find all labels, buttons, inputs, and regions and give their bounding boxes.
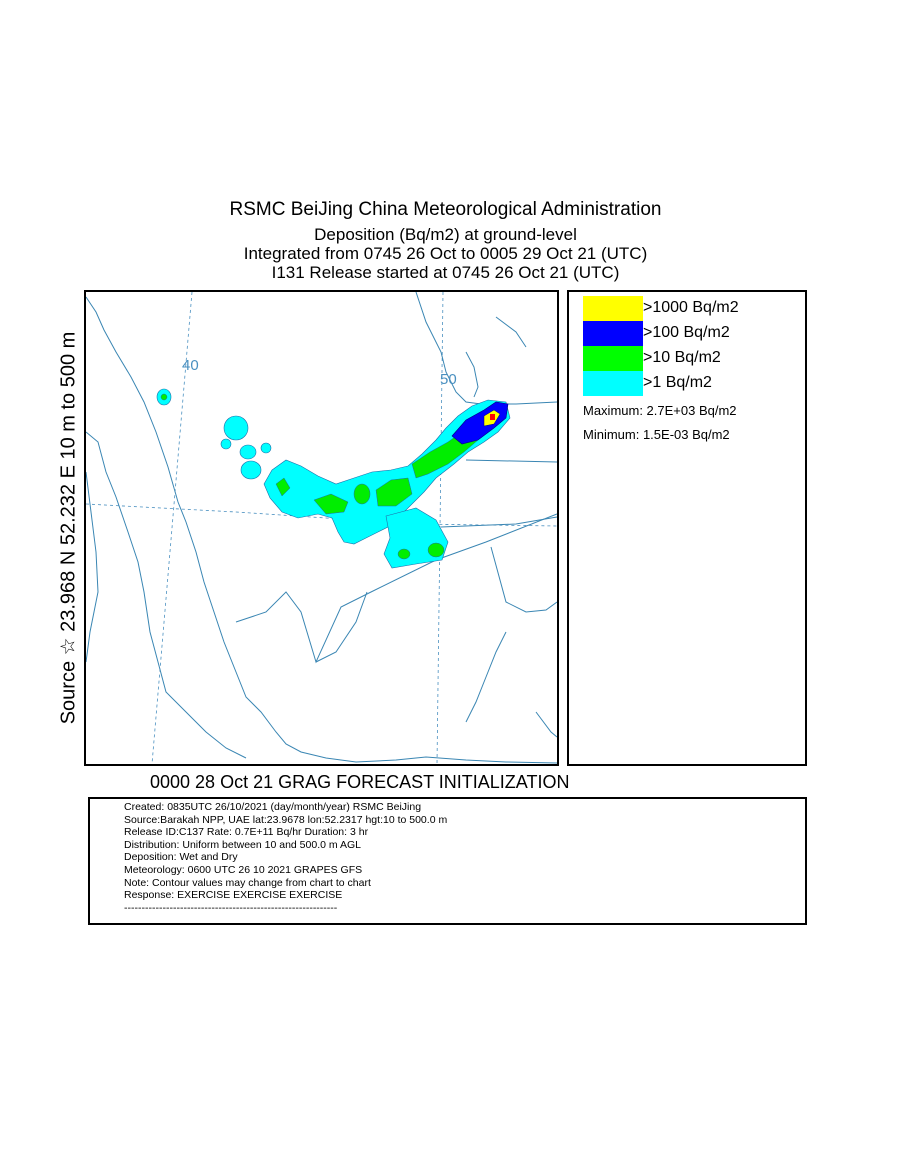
legend-swatch-cyan [583, 371, 643, 396]
info-panel [88, 797, 807, 925]
border-iran [466, 460, 557, 462]
legend-item-1 [583, 371, 803, 396]
legend-item-10 [583, 346, 803, 371]
info-meteorology: Meteorology: 0600 UTC 26 10 2021 GRAPES GFS [124, 863, 363, 876]
coast-red-sea [86, 472, 98, 662]
border-east [441, 517, 557, 527]
coast-west [86, 297, 557, 763]
title-line-3: Integrated from 0745 26 Oct to 0005 29 Oct 21 (UTC) [243, 244, 648, 263]
coast-caspian [416, 292, 557, 404]
legend-swatch-yellow [583, 296, 643, 321]
coast-gulf [466, 632, 506, 722]
info-divider: ------------------------------------------------------------- [124, 901, 338, 914]
green-5 [354, 484, 370, 504]
deposition-map [86, 292, 557, 764]
plume-blob-6 [241, 461, 261, 479]
coastlines [86, 292, 557, 763]
plume-blob-2 [240, 445, 256, 459]
info-deposition: Deposition: Wet and Dry [124, 851, 238, 864]
graticule [86, 292, 557, 764]
title-line-1: RSMC BeiJing China Meteorological Administration [229, 199, 662, 220]
forecast-initialization: 0000 28 Oct 21 GRAG FORECAST INITIALIZATION [150, 772, 570, 792]
legend-minimum: Minimum: 1.5E-03 Bq/m2 [583, 427, 730, 442]
plume-blob-3 [261, 443, 271, 453]
legend-panel [567, 290, 807, 766]
legend-swatch-green [583, 346, 643, 371]
info-release: Release ID:C137 Rate: 0.7E+11 Bq/hr Duration: 3 hr [124, 826, 369, 839]
coast-ne [496, 317, 526, 347]
info-source: Source:Barakah NPP, UAE lat:23.9678 lon:52.2317 hgt:10 to 500.0 m [124, 813, 448, 826]
plume-cyan [157, 389, 510, 568]
source-label: Source ☆ 23.968 N 52.232 E 10 m to 500 m [57, 331, 80, 725]
title-line-2: Deposition (Bq/m2) at ground-level [314, 225, 577, 244]
map-panel [84, 290, 559, 766]
legend-label: >100 Bq/m2 [643, 324, 730, 341]
border-south [316, 592, 367, 662]
info-note: Note: Contour values may change from chart to chart [124, 876, 371, 889]
grid-label-50: 50 [440, 371, 457, 388]
border-yemen [491, 547, 557, 612]
coast-lake [466, 352, 478, 397]
legend-item-100 [583, 321, 803, 346]
legend-swatch-blue [583, 321, 643, 346]
legend-label: >1000 Bq/m2 [643, 299, 739, 316]
coast-inner [86, 432, 246, 758]
info-created: Created: 0835UTC 26/10/2021 (day/month/year) RSMC BeiJing [124, 801, 422, 813]
grid-label-40: 40 [182, 357, 199, 374]
plume-south [384, 508, 448, 568]
plume-blob-1 [224, 416, 248, 440]
info-response: Response: EXERCISE EXERCISE EXERCISE [124, 889, 343, 902]
title-line-4: I131 Release started at 0745 26 Oct 21 (UTC) [271, 263, 620, 282]
plume-blob-5 [221, 439, 231, 449]
green-8 [161, 394, 167, 400]
info-distribution: Distribution: Uniform between 10 and 500.0 m AGL [124, 838, 361, 851]
green-7 [398, 549, 410, 559]
legend-label: >10 Bq/m2 [643, 349, 721, 366]
legend-label: >1 Bq/m2 [643, 374, 712, 391]
source-marker [490, 414, 495, 420]
legend-item-1000 [583, 296, 803, 321]
green-6 [428, 543, 444, 557]
coast-se [536, 712, 557, 737]
legend-maximum: Maximum: 2.7E+03 Bq/m2 [583, 403, 737, 418]
